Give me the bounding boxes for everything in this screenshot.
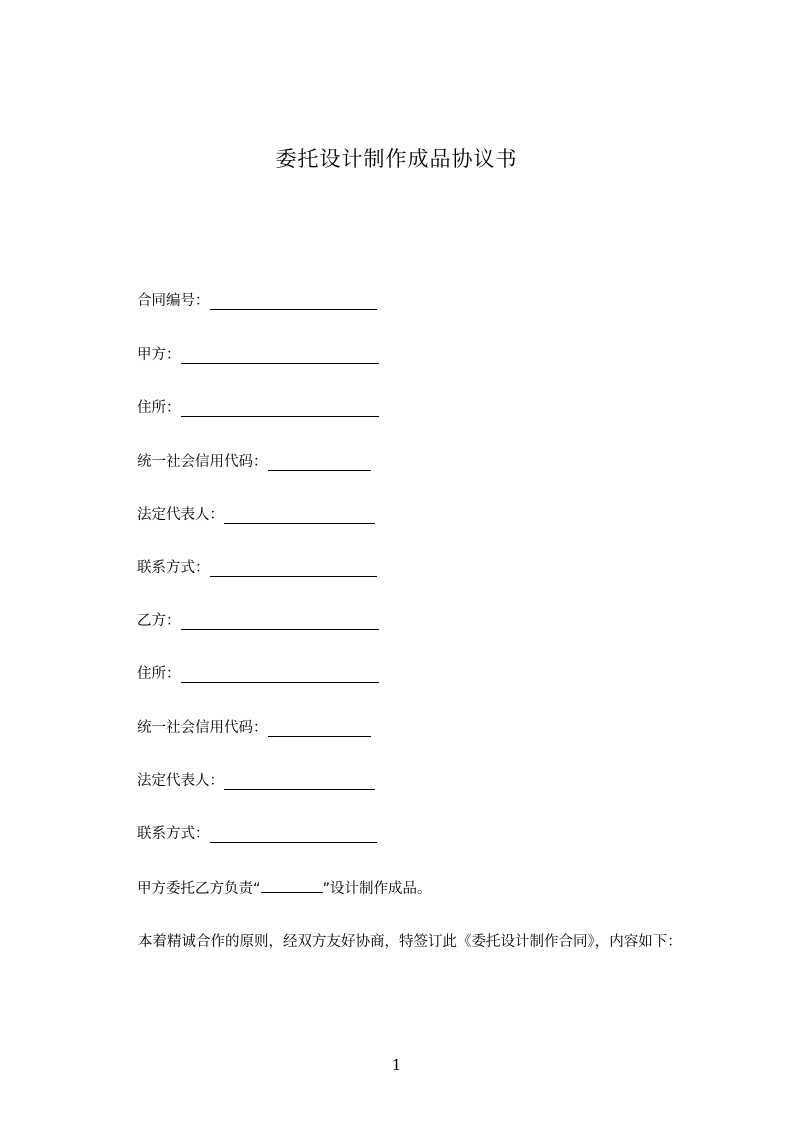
party-a-contact-field [137, 559, 377, 577]
party-b-field [137, 612, 379, 630]
party-b-contact-blank[interactable] [210, 826, 377, 843]
party-a-legal-rep-field [137, 506, 375, 524]
party-a-blank[interactable] [181, 347, 379, 364]
party-b-legal-rep-label: 法定代表人： [137, 773, 224, 789]
party-a-field [137, 346, 379, 364]
commission-paragraph [137, 877, 432, 901]
contract-number-label: 合同编号： [137, 293, 210, 309]
party-b-address-blank[interactable] [181, 666, 379, 683]
party-a-legal-rep-blank[interactable] [224, 507, 375, 524]
party-b-label: 乙方： [137, 613, 181, 629]
commission-product-blank[interactable] [261, 878, 323, 893]
intro-paragraph: 本着精诚合作的原则，经双方友好协商，特签订此《委托设计制作合同》，内容如下： [138, 934, 682, 950]
party-b-blank[interactable] [181, 613, 379, 630]
party-a-credit-code-field [137, 453, 371, 471]
party-a-address-label: 住所： [137, 400, 181, 416]
party-a-credit-code-label: 统一社会信用代码： [137, 454, 268, 470]
contract-number-field [137, 292, 377, 310]
party-a-legal-rep-label: 法定代表人： [137, 507, 224, 523]
commission-text-before: 甲方委托乙方负责“ [137, 881, 261, 897]
party-b-address-field [137, 665, 379, 683]
party-a-label: 甲方： [137, 347, 181, 363]
party-a-credit-code-blank[interactable] [268, 454, 371, 471]
party-b-contact-label: 联系方式： [137, 826, 210, 842]
party-b-address-label: 住所： [137, 666, 181, 682]
document-title: 委托设计制作成品协议书 [275, 147, 518, 171]
party-a-address-blank[interactable] [181, 400, 379, 417]
commission-text-after: ”设计制作成品。 [322, 881, 432, 897]
party-b-legal-rep-blank[interactable] [224, 773, 375, 790]
party-a-contact-blank[interactable] [210, 560, 377, 577]
party-b-credit-code-field [137, 719, 371, 737]
party-a-address-field [137, 399, 379, 417]
contract-number-blank[interactable] [210, 293, 377, 310]
page-number: 1 [391, 1056, 402, 1074]
party-b-legal-rep-field [137, 772, 375, 790]
party-a-contact-label: 联系方式： [137, 560, 210, 576]
party-b-credit-code-blank[interactable] [268, 720, 371, 737]
party-b-contact-field [137, 825, 377, 843]
party-b-credit-code-label: 统一社会信用代码： [137, 720, 268, 736]
